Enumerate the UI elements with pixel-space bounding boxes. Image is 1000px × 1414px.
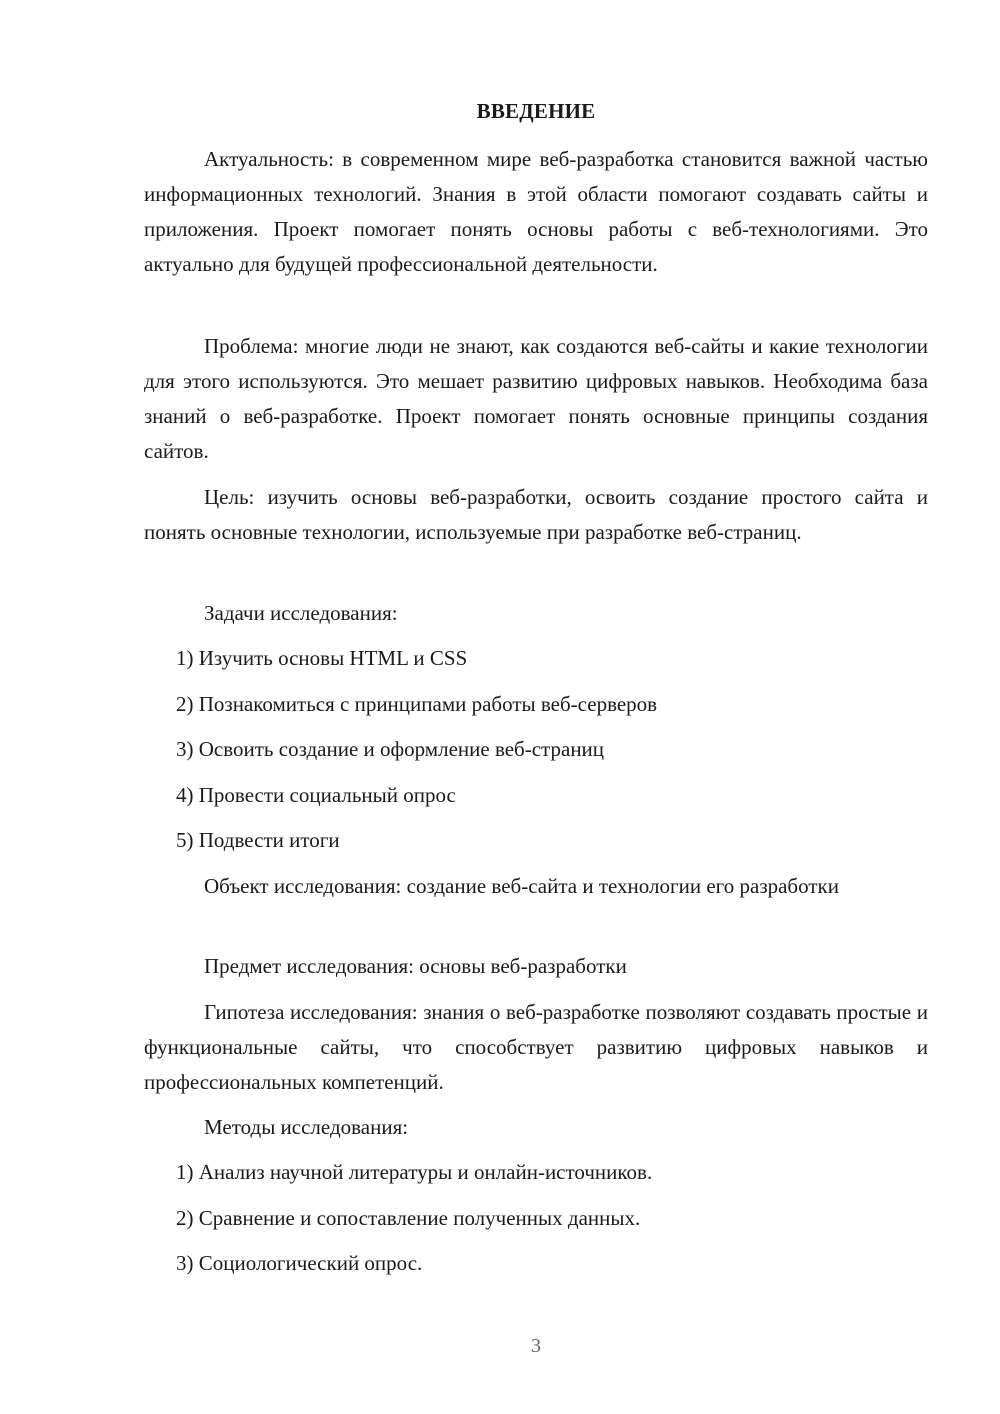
object-paragraph: Объект исследования: создание веб-сайта и технологии его разработки: [204, 874, 839, 898]
section-title: ВВЕДЕНИЕ: [476, 99, 596, 123]
goal-paragraph: Цель: изучить основы веб-разработки, освоить создание простого сайта и понять основные технологии, используемые при разработке веб-страниц.: [144, 485, 928, 544]
method-item: 3) Социологический опрос.: [176, 1251, 423, 1275]
method-item: 2) Сравнение и сопоставление полученных данных.: [176, 1206, 641, 1230]
task-item: 2) Познакомиться с принципами работы веб-серверов: [176, 692, 658, 716]
page-number: 3: [531, 1335, 541, 1357]
task-item: 3) Освоить создание и оформление веб-страниц: [176, 737, 605, 761]
task-item: 5) Подвести итоги: [176, 828, 340, 852]
problem-paragraph: Проблема: многие люди не знают, как создаются веб-сайты и какие технологии для этого используются. Это мешает развитию цифровых навыков. Необходима база знаний о веб-разработке. Проект помогает понять основные принципы создания сайтов.: [144, 334, 928, 463]
subject-paragraph: Предмет исследования: основы веб-разработки: [204, 954, 627, 978]
document-page: [144, 0, 928, 1414]
relevance-paragraph: Актуальность: в современном мире веб-разработка становится важной частью информационных технологий. Знания в этой области помогают создавать сайты и приложения. Проект помогает понять основы работы с веб-технологиями. Это актуально для будущей профессиональной деятельности.: [144, 147, 928, 276]
task-item: 1) Изучить основы HTML и CSS: [176, 646, 468, 670]
tasks-heading: Задачи исследования:: [204, 601, 398, 625]
methods-heading: Методы исследования:: [204, 1115, 409, 1139]
hypothesis-paragraph: Гипотеза исследования: знания о веб-разработке позволяют создавать простые и функциональные сайты, что способствует развитию цифровых навыков и профессиональных компетенций.: [144, 1000, 928, 1094]
method-item: 1) Анализ научной литературы и онлайн-источников.: [176, 1160, 653, 1184]
task-item: 4) Провести социальный опрос: [176, 783, 456, 807]
